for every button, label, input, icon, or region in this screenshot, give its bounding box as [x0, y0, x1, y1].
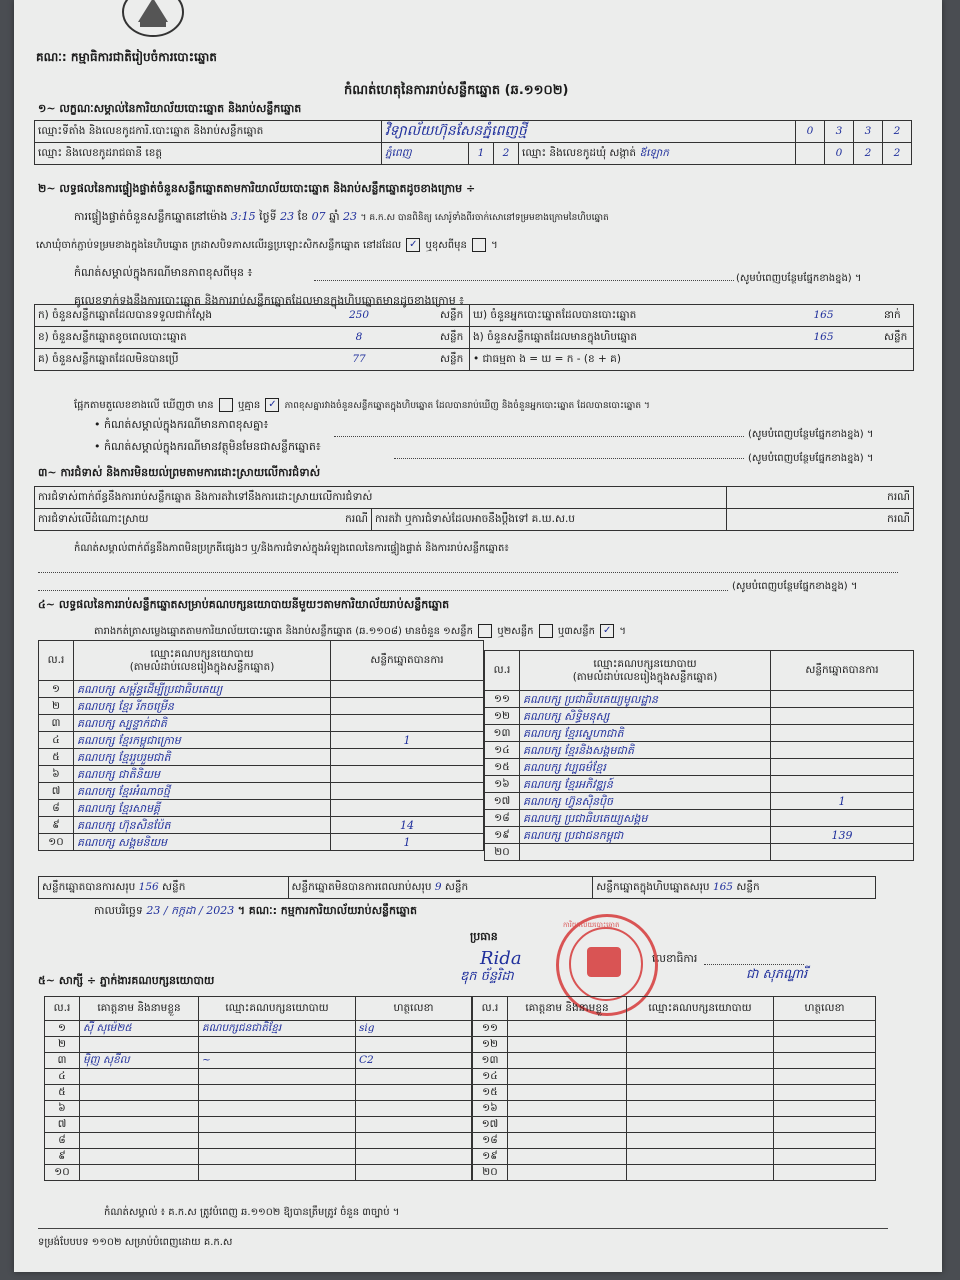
party-row — [485, 708, 914, 725]
witness-signature — [774, 1165, 876, 1181]
party-votes — [771, 742, 914, 759]
witness-party — [627, 1133, 774, 1149]
witness-name — [80, 1149, 199, 1165]
witness-row — [45, 1053, 472, 1069]
row-number: ២ — [45, 1037, 80, 1053]
party-name: គណបក្ស ខ្មែរសាមគ្គី — [74, 800, 331, 817]
chair-label: ប្រធាន — [470, 930, 498, 943]
witness-name — [508, 1021, 627, 1037]
document-page: គណៈ: កម្មាធិការជាតិរៀបចំការបោះឆ្នោត កំណត់ហេតុនៃការរាប់សន្លឹកឆ្នោត (ឆ.១១០២) ១~ លក្ខណៈសម្គាល់នៃការិយាល័យបោះឆ្នោត និងរាប់សន្លឹកឆ្នោត ឈ្មោះទីតាំង និងលេខកូដការិ.បោះឆ្នោត និងរាប់សន្លឹកឆ្នោត វិទ្យាល័យហ៊ុនសែនភ្នំពេញថ្មី 0 3 3 2 ឈ្មោះ និងលេខកូដរាជធានី ខេត្ត ភ្នំពេញ 1 2 ឈ្មោះ និងលេខកូដឃុំ សង្កាត់ ឪឡោក 0 2 2 ២~ លទ្ធផលនៃការផ្ទៀងផ្ទាត់ចំនួនសន្លឹកឆ្នោតតាមការិយាល័យបោះឆ្នោត និងរាប់សន្លឹកឆ្នោតដូចខាងក្រោម ÷ ការផ្ទៀងផ្ទាត់ចំនួនសន្លឹកឆ្នោតនៅម៉ោង 3:15 ថ្ងៃទី 23 ខែ 07 ឆ្នាំ 23 ។ គ.ក.ស បានពិនិត្យ សោរ៉ូទាំងពីរចាក់សោនៅទម្រមខាងក្រោមនៃហិបឆ្នោត សោឃុំចាក់ភ្ជាប់ទម្រមខាងក្នុងនៃហិបឆ្នោត ក្រដាសបិទភាសលើរន្ធប្រឡោះសិកសន្លឹកឆ្នោត នៅដដែល ✓ ឬខុសពីមុន ។ កំណត់សម្គាល់ក្នុងករណីមានភាពខុសពីមុន ៖ (សូមបំពេញបន្ថែមផ្នែកខាងខ្នង) ។ គូលេខទាក់ទងនឹងការបោះឆ្នោត និងការរាប់សន្លឹកឆ្នោតដែលមានក្នុងហិបឆ្នោតមានដូចខាងក្រោម ៖ ក) ចំនួនសន្លឹកឆ្នោតដែលបានទទួលជាក់ស្ដែង 250 សន្លឹក ឃ) ចំនួនអ្នកបោះឆ្នោតដែលបានបោះឆ្នោត 165 នាក់ ខ) ចំនួនសន្លឹកឆ្នោតខូចពេលបោះឆ្នោត 8 សន្លឹក ង) ចំនួនសន្លឹកឆ្នោតដែលមានក្នុងហិបឆ្នោត 165 សន្លឹក គ) ចំនួនសន្លឹកឆ្នោតដែលមិនបានប្រើ 77 សន្លឹក • ជាធម្មតា ង = ឃ = ក - (ខ + គ) ផ្អែកតាមតួលេខខាងលើ ឃើញថា មាន ឬគ្មាន ✓ ភាពខុសគ្នារវាងចំនួនសន្លឹកឆ្នោតក្នុងហិបឆ្នោត ដែលបានរាប់ឃើញ និងចំនួនអ្នកបោះឆ្នោត ដែលបានបោះឆ្នោត ។ • កំណត់សម្គាល់ក្នុងករណីមានភាពខុសគ្នា៖ (សូមបំពេញបន្ថែមផ្នែកខាងខ្នង) ។ • កំណត់សម្គាល់ក្នុងករណីមានវត្ថុមិនមែនជាសន្លឹកឆ្នោត៖ (សូមបំពេញបន្ថែមផ្នែកខាងខ្នង) ។ ៣~ ការជំទាស់ និងការមិនយល់ព្រមតាមការដោះស្រាយលើការជំទាស់ ការជំទាស់ពាក់ព័ន្ធនឹងការរាប់សន្លឹកឆ្នោត និងការតវ៉ាទៅនឹងការដោះស្រាយលើការជំទាស់ ករណី ការជំទាស់លើដំណោះស្រាយ ករណី ការតវ៉ា ឬការជំទាស់ដែលអាចនឹងប្ដឹងទៅ គ.ឃ.ស.ប ករណី កំណត់សម្គាល់ពាក់ព័ន្ធនឹងភាពមិនប្រក្រតីផ្សេងៗ ឬ/និងការជំទាស់ក្នុងអំឡុងពេលនៃការផ្ទៀងផ្ទាត់ និងការរាប់សន្លឹកឆ្នោត៖ (សូមបំពេញបន្ថែមផ្នែកខាងខ្នង) ។ ៤~ លទ្ធផលនៃការរាប់សន្លឹកឆ្នោតសម្រាប់គណបក្សនយោបាយនីមួយៗតាមការិយាល័យរាប់សន្លឹកឆ្នោត តារាងកត់ត្រាសម្លេងឆ្នោតតាមការិយាល័យបោះឆ្នោត និងរាប់សន្លឹកឆ្នោត (ឆ.១១០៨) មានចំនួន ១សន្លឹក ឬ២សន្លឹក ឬ៣សន្លឹក ✓ ។ ល.រ ឈ្មោះគណបក្សនយោបាយ (តាមលំដាប់លេខរៀងក្នុងសន្លឹកឆ្នោត) សន្លឹកឆ្នោតបានការ ១ គណបក្ស សម្ព័ន្ធដើម្បីប្រជាធិបតេយ្យ ២ គណបក្ស ខ្មែរ រីកចម្រើន ៣ គណបក្ស ស្បន្ទាក់ជាតិ ៤ គណបក្ស ខ្មែរកម្ពុជាក្រោម 1 ៥ គណបក្ស ខ្មែររួបរួមជាតិ ៦ គណបក្ស ជាតិនិយម ៧ គណបក្ស ខ្មែរអំណាចថ្មី ៨ គណបក្ស ខ្មែរសាមគ្គី ៩ គណបក្ស ហ៊ុនសិនប៉ែត 14 ១០ គណបក្ស សង្គមនិយម 1 ល.រ ឈ្មោះគណបក្សនយោបាយ (តាមលំដាប់លេខរៀងក្នុងសន្លឹកឆ្នោត) សន្លឹកឆ្នោតបានការ ១១ គណបក្ស ប្រជាធិបតេយ្យមូលដ្ឋាន ១២ គណបក្ស សិទ្ធិមនុស្ស ១៣ គណបក្ស ខ្មែរស្នេហាជាតិ ១៤ គណបក្ស ខ្មែរនិងសង្គមជាតិ ១៥ គណបក្ស វប្បធម៌ខ្មែរ ១៦ គណបក្ស ខ្មែរអភិវឌ្ឍន៍ ១៧ គណបក្ស ហ៊្វុនស៊ិនប៉ិច 1 ១៨ គណបក្ស ប្រជាធិបតេយ្យសង្គម ១៩ គណបក្ស ប្រជាជនកម្ពុជា 139 ២០ សន្លឹកឆ្នោតបានការសរុប 156 សន្លឹក សន្លឹកឆ្នោតមិនបានការពេលរាប់សរុប 9 សន្លឹក សន្លឹកឆ្នោតក្នុងហិបឆ្នោតសរុប 165 សន្លឹក កាលបរិច្ឆេទ 23 / កក្កដា / 2023 ។ គណៈ: កម្មការការិយាល័យរាប់សន្លឹកឆ្នោត ប្រធាន Rida ឌុក ច័ន្ទរិដា លេខាធិការ ជា សុភណ្ឌារី ការិយាល័យបោះឆ្នោត ៥~ សាក្សី ÷ ភ្នាក់ងារគណបក្សនយោបាយ ល.រ គោត្តនាម និងនាមខ្លួន ឈ្មោះគណបក្សនយោបាយ ហត្ថលេខា ១ ស៊ី សុម៉េ២៥ គណបក្សជនជាតិខ្មែរ sig ២ ៣ ម៉ិញ សុខីល ~ C2 ៤ ៥ ៦ ៧ ៨ ៩ ១០ ល.រ គោត្តនាម និងនាមខ្លួន ឈ្មោះគណបក្សនយោបាយ ហត្ថលេខា ១១ ១២ ១៣ ១៤ ១៥ ១៦ ១៧ ១៨ ១៩ ២០ កំណត់សម្គាល់ ៖ គ.ក.ស ត្រូវបំពេញ ឆ.១១០២ ឱ្យបានត្រឹមត្រូវ ចំនួន ៣ច្បាប់ ។ ទម្រង់បែបបទ ១១០២ សម្រាប់បំពេញដោយ គ.ក.ស — [14, 0, 942, 1272]
row-number: ១១ — [485, 691, 520, 708]
form-footer: ទម្រង់បែបបទ ១១០២ សម្រាប់បំពេញដោយ គ.ក.ស — [38, 1237, 233, 1248]
row-number: ១ — [39, 681, 74, 698]
row-number: ១៦ — [473, 1101, 508, 1117]
box-total-value: 165 — [712, 881, 733, 893]
party-name — [520, 844, 771, 861]
spoiled-value: 8 — [281, 327, 437, 349]
witness-name — [80, 1117, 199, 1133]
row-number: ២០ — [485, 844, 520, 861]
province-code: 2 — [494, 143, 519, 165]
commune-code: 2 — [854, 143, 883, 165]
witness-party — [199, 1133, 356, 1149]
date-line: កាលបរិច្ឆេទ 23 / កក្កដា / 2023 ។ គណៈ: កម្មការការិយាល័យរាប់សន្លឹកឆ្នោត — [94, 904, 417, 917]
party-name: គណបក្ស ប្រជាធិបតេយ្យមូលដ្ឋាន — [520, 691, 771, 708]
party-row — [485, 827, 914, 844]
party-name: គណបក្ស វប្បធម៌ខ្មែរ — [520, 759, 771, 776]
unused-value: 77 — [281, 349, 437, 371]
party-votes — [771, 844, 914, 861]
two-sheet-checkbox[interactable] — [539, 624, 553, 638]
witness-signature — [774, 1053, 876, 1069]
row-number: ១៥ — [473, 1085, 508, 1101]
witness-name: ស៊ី សុម៉េ២៥ — [80, 1021, 199, 1037]
witness-party — [627, 1101, 774, 1117]
party-name: គណបក្ស ខ្មែរអំណាចថ្មី — [74, 783, 331, 800]
witness-table-left: ល.រ គោត្តនាម និងនាមខ្លួន ឈ្មោះគណបក្សនយោបាយ ហត្ថលេខា ១ ស៊ី សុម៉េ២៥ គណបក្សជនជាតិខ្មែរ sig ២ ៣ ម៉ិញ សុខីល ~ C2 ៤ ៥ ៦ ៧ ៨ ៩ ១០ — [44, 996, 472, 1181]
witness-row — [473, 1069, 876, 1085]
received-label: ក) ចំនួនសន្លឹកឆ្នោតដែលបានទទួលជាក់ស្ដែង — [35, 305, 282, 327]
party-votes: 1 — [331, 732, 484, 749]
spoiled-label: ខ) ចំនួនសន្លឹកឆ្នោតខូចពេលបោះឆ្នោត — [35, 327, 282, 349]
witness-row — [45, 1037, 472, 1053]
org-name: គណៈ: កម្មាធិការជាតិរៀបចំការបោះឆ្នោត — [36, 50, 217, 64]
party-votes — [331, 800, 484, 817]
witness-name — [508, 1053, 627, 1069]
province-label: ឈ្មោះ និងលេខកូដរាជធានី ខេត្ត — [35, 143, 382, 165]
witness-signature — [356, 1149, 472, 1165]
emblem-logo — [120, 0, 186, 40]
witness-row — [45, 1133, 472, 1149]
witness-row — [473, 1165, 876, 1181]
section-1-table — [34, 120, 912, 165]
commune-label: ឈ្មោះ និងលេខកូដឃុំ សង្កាត់ — [522, 147, 637, 159]
party-results-right: ល.រ ឈ្មោះគណបក្សនយោបាយ (តាមលំដាប់លេខរៀងក្នុងសន្លឹកឆ្នោត) សន្លឹកឆ្នោតបានការ ១១ គណបក្ស ប្រជាធិបតេយ្យមូលដ្ឋាន ១២ គណបក្ស សិទ្ធិមនុស្ស ១៣ គណបក្ស ខ្មែរស្នេហាជាតិ ១៤ គណបក្ស ខ្មែរនិងសង្គមជាតិ ១៥ គណបក្ស វប្បធម៌ខ្មែរ ១៦ គណបក្ស ខ្មែរអភិវឌ្ឍន៍ ១៧ គណបក្ស ហ៊្វុនស៊ិនប៉ិច 1 ១៨ គណបក្ស ប្រជាធិបតេយ្យសង្គម ១៩ គណបក្ស ប្រជាជនកម្ពុជា 139 ២០ — [484, 650, 914, 861]
witness-signature — [356, 1101, 472, 1117]
witness-party — [199, 1069, 356, 1085]
party-votes — [771, 708, 914, 725]
witness-name — [508, 1117, 627, 1133]
section-5-title: ៥~ សាក្សី ÷ ភ្នាក់ងារគណបក្សនយោបាយ — [38, 974, 215, 987]
ballot-counts-table: ក) ចំនួនសន្លឹកឆ្នោតដែលបានទទួលជាក់ស្ដែង 250 សន្លឹក ឃ) ចំនួនអ្នកបោះឆ្នោតដែលបានបោះឆ្នោត 165 នាក់ ខ) ចំនួនសន្លឹកឆ្នោតខូចពេលបោះឆ្នោត 8 សន្លឹក ង) ចំនួនសន្លឹកឆ្នោតដែលមានក្នុងហិបឆ្នោត 165 សន្លឹក គ) ចំនួនសន្លឹកឆ្នោតដែលមិនបានប្រើ 77 សន្លឹក • ជាធម្មតា ង = ឃ = ក - (ខ + គ) — [34, 304, 914, 371]
no-discrepancy-checkbox[interactable]: ✓ — [265, 398, 279, 412]
section-1-title: ១~ លក្ខណៈសម្គាល់នៃការិយាល័យបោះឆ្នោត និងរាប់សន្លឹកឆ្នោត — [38, 102, 302, 115]
objection-resolution-label: ការជំទាស់លើដំណោះស្រាយ — [38, 513, 149, 525]
objections-table: ការជំទាស់ពាក់ព័ន្ធនឹងការរាប់សន្លឹកឆ្នោត និងការតវ៉ាទៅនឹងការដោះស្រាយលើការជំទាស់ ករណី ការជំទាស់លើដំណោះស្រាយ ករណី ការតវ៉ា ឬការជំទាស់ដែលអាចនឹងប្ដឹងទៅ គ.ឃ.ស.ប ករណី — [34, 486, 914, 531]
witness-name — [508, 1133, 627, 1149]
party-votes — [331, 715, 484, 732]
verification-time: 3:15 — [230, 210, 256, 223]
witness-name — [80, 1133, 199, 1149]
witness-signature — [774, 1133, 876, 1149]
chair-signature: Rida — [480, 948, 522, 969]
row-number: ១៦ — [485, 776, 520, 793]
witness-party — [199, 1085, 356, 1101]
code-digit: 3 — [825, 121, 854, 143]
party-votes — [771, 691, 914, 708]
witness-name — [80, 1037, 199, 1053]
code-digit: 0 — [796, 121, 825, 143]
party-name: គណបក្ស ស្បន្ទាក់ជាតិ — [74, 715, 331, 732]
witness-signature — [356, 1037, 472, 1053]
witness-party — [627, 1149, 774, 1165]
party-row — [39, 783, 484, 800]
verification-line-1: ការផ្ទៀងផ្ទាត់ចំនួនសន្លឹកឆ្នោតនៅម៉ោង 3:15 ថ្ងៃទី 23 ខែ 07 ឆ្នាំ 23 ។ គ.ក.ស បានពិនិត្យ សោរ៉ូទាំងពីរចាក់សោនៅទម្រមខាងក្រោមនៃហិបឆ្នោត — [74, 210, 609, 223]
party-votes — [331, 681, 484, 698]
witness-party: ~ — [199, 1053, 356, 1069]
witness-party — [627, 1085, 774, 1101]
formula: • ជាធម្មតា ង = ឃ = ក - (ខ + គ) — [470, 349, 914, 371]
row-number: ១ — [45, 1021, 80, 1037]
tally-sheets-line: តារាងកត់ត្រាសម្លេងឆ្នោតតាមការិយាល័យបោះឆ្នោត និងរាប់សន្លឹកឆ្នោត (ឆ.១១០៨) មានចំនួន ១សន្លឹក ឬ២សន្លឹក ឬ៣សន្លឹក ✓ ។ — [94, 625, 626, 637]
party-name: គណបក្ស ខ្មែររួបរួមជាតិ — [74, 749, 331, 766]
has-discrepancy-checkbox[interactable] — [219, 398, 233, 412]
witness-signature — [774, 1149, 876, 1165]
row-number: ១៨ — [473, 1133, 508, 1149]
party-row — [485, 759, 914, 776]
objection-label: ការជំទាស់ពាក់ព័ន្ធនឹងការរាប់សន្លឹកឆ្នោត និងការតវ៉ាទៅនឹងការដោះស្រាយលើការជំទាស់ — [35, 487, 727, 509]
witness-party — [199, 1149, 356, 1165]
row-number: ៩ — [45, 1149, 80, 1165]
party-name: គណបក្ស ខ្មែរ រីកចម្រើន — [74, 698, 331, 715]
witness-signature — [356, 1117, 472, 1133]
party-row — [39, 766, 484, 783]
row-number: ១៧ — [485, 793, 520, 810]
witness-signature — [356, 1085, 472, 1101]
witness-row — [45, 1021, 472, 1037]
witness-party — [199, 1165, 356, 1181]
witness-row — [473, 1021, 876, 1037]
witness-name — [508, 1149, 627, 1165]
witness-name — [80, 1085, 199, 1101]
row-number: ១៥ — [485, 759, 520, 776]
commune-code: 0 — [825, 143, 854, 165]
witness-row — [45, 1149, 472, 1165]
witness-party — [627, 1165, 774, 1181]
party-row — [39, 732, 484, 749]
row-number: ២០ — [473, 1165, 508, 1181]
counts-intro: គូលេខទាក់ទងនឹងការបោះឆ្នោត និងការរាប់សន្លឹកឆ្នោតដែលមានក្នុងហិបឆ្នោតមានដូចខាងក្រោម ៖ — [74, 294, 465, 307]
party-votes: 1 — [331, 834, 484, 851]
in-box-label: ង) ចំនួនសន្លឹកឆ្នោតដែលមានក្នុងហិបឆ្នោត — [470, 327, 767, 349]
witness-party — [627, 1037, 774, 1053]
party-name: គណបក្ស ខ្មែរកម្ពុជាក្រោម — [74, 732, 331, 749]
party-name: គណបក្ស ហ៊្វុនស៊ិនប៉ិច — [520, 793, 771, 810]
row-number: ៧ — [45, 1117, 80, 1133]
row-number: ៥ — [39, 749, 74, 766]
witness-name — [508, 1069, 627, 1085]
province-value: ភ្នំពេញ — [382, 143, 469, 165]
row-number: ១២ — [473, 1037, 508, 1053]
row-number: ១៤ — [473, 1069, 508, 1085]
party-name: គណបក្ស ប្រជាជនកម្ពុជា — [520, 827, 771, 844]
witness-party — [627, 1117, 774, 1133]
party-votes — [331, 783, 484, 800]
official-seal: ការិយាល័យបោះឆ្នោត — [556, 914, 658, 1016]
verification-line-2: សោឃុំចាក់ភ្ជាប់ទម្រមខាងក្នុងនៃហិបឆ្នោត ក្រដាសបិទភាសលើរន្ធប្រឡោះសិកសន្លឹកឆ្នោត នៅដដែល ✓ ឬខុសពីមុន ។ — [36, 239, 498, 251]
party-votes — [771, 810, 914, 827]
party-votes — [331, 766, 484, 783]
party-row — [39, 800, 484, 817]
verification-month: 07 — [311, 210, 326, 223]
valid-total-label: សន្លឹកឆ្នោតបានការសរុប — [42, 881, 136, 893]
row-number: ២ — [39, 698, 74, 715]
party-row — [485, 725, 914, 742]
witness-table-right: ល.រ គោត្តនាម និងនាមខ្លួន ឈ្មោះគណបក្សនយោបាយ ហត្ថលេខា ១១ ១២ ១៣ ១៤ ១៥ ១៦ ១៧ ១៨ ១៩ ២០ — [472, 996, 876, 1181]
verification-day: 23 — [280, 210, 295, 223]
received-value: 250 — [281, 305, 437, 327]
party-row — [39, 834, 484, 851]
date-value: 23 / កក្កដា / 2023 — [146, 904, 235, 917]
witness-party — [199, 1101, 356, 1117]
party-row — [39, 698, 484, 715]
one-sheet-checkbox[interactable] — [478, 624, 492, 638]
row-number: ១០ — [45, 1165, 80, 1181]
row-number: ៨ — [39, 800, 74, 817]
party-votes — [771, 776, 914, 793]
form-title: កំណត់ហេតុនៃការរាប់សន្លឹកឆ្នោត (ឆ.១១០២) — [344, 83, 569, 98]
party-votes: 139 — [771, 827, 914, 844]
party-votes — [331, 698, 484, 715]
witness-row — [473, 1101, 876, 1117]
witness-row — [473, 1085, 876, 1101]
party-votes: 1 — [771, 793, 914, 810]
footer-note: កំណត់សម្គាល់ ៖ គ.ក.ស ត្រូវបំពេញ ឆ.១១០២ ឱ្យបានត្រឹមត្រូវ ចំនួន ៣ច្បាប់ ។ — [104, 1207, 400, 1218]
row-number: ១២ — [485, 708, 520, 725]
three-sheet-checkbox[interactable]: ✓ — [600, 624, 614, 638]
witness-row — [473, 1053, 876, 1069]
witness-party: គណបក្សជនជាតិខ្មែរ — [199, 1021, 356, 1037]
witness-name — [508, 1101, 627, 1117]
secretary-name: ជា សុភណ្ឌារី — [746, 967, 808, 982]
chair-name: ឌុក ច័ន្ទរិដា — [460, 969, 514, 984]
witness-signature: C2 — [356, 1053, 472, 1069]
witness-party — [627, 1053, 774, 1069]
party-results-left: ល.រ ឈ្មោះគណបក្សនយោបាយ (តាមលំដាប់លេខរៀងក្នុងសន្លឹកឆ្នោត) សន្លឹកឆ្នោតបានការ ១ គណបក្ស សម្ព័ន្ធដើម្បីប្រជាធិបតេយ្យ ២ គណបក្ស ខ្មែរ រីកចម្រើន ៣ គណបក្ស ស្បន្ទាក់ជាតិ ៤ គណបក្ស ខ្មែរកម្ពុជាក្រោម 1 ៥ គណបក្ស ខ្មែររួបរួមជាតិ ៦ គណបក្ស ជាតិនិយម ៧ គណបក្ស ខ្មែរអំណាចថ្មី ៨ គណបក្ស ខ្មែរសាមគ្គី ៩ គណបក្ស ហ៊ុនសិនប៉ែត 14 ១០ គណបក្ស សង្គមនិយម 1 — [38, 640, 484, 851]
party-name: គណបក្ស សម្ព័ន្ធដើម្បីប្រជាធិបតេយ្យ — [74, 681, 331, 698]
foreign-objects-bullet: • កំណត់សម្គាល់ក្នុងករណីមានវត្ថុមិនមែនជាសន្លឹកឆ្នោត៖ — [94, 440, 321, 453]
fill-hint: (សូមបំពេញបន្ថែមផ្នែកខាងខ្នង) ។ — [736, 273, 862, 284]
discrepancy-line: ផ្អែកតាមតួលេខខាងលើ ឃើញថា មាន ឬគ្មាន ✓ ភាពខុសគ្នារវាងចំនួនសន្លឹកឆ្នោតក្នុងហិបឆ្នោត ដែលបានរាប់ឃើញ និងចំនួនអ្នកបោះឆ្នោត ដែលបានបោះឆ្នោត ។ — [74, 399, 650, 411]
totals-row: សន្លឹកឆ្នោតបានការសរុប 156 សន្លឹក សន្លឹកឆ្នោតមិនបានការពេលរាប់សរុប 9 សន្លឹក សន្លឹកឆ្នោតក្នុងហិបឆ្នោតសរុប 165 សន្លឹក — [38, 876, 876, 899]
witness-name — [508, 1165, 627, 1181]
voters-value: 165 — [766, 305, 881, 327]
witness-name — [508, 1085, 627, 1101]
fill-line — [314, 280, 734, 281]
invalid-total-value: 9 — [434, 881, 442, 893]
witness-row — [473, 1117, 876, 1133]
witness-signature — [356, 1165, 472, 1181]
party-row — [39, 681, 484, 698]
voters-label: ឃ) ចំនួនអ្នកបោះឆ្នោតដែលបានបោះឆ្នោត — [470, 305, 767, 327]
in-box-value: 165 — [766, 327, 881, 349]
location-label: ឈ្មោះទីតាំង និងលេខកូដការិ.បោះឆ្នោត និងរាប់សន្លឹកឆ្នោត — [35, 121, 382, 143]
row-number: ១៩ — [473, 1149, 508, 1165]
witness-signature: sig — [356, 1021, 472, 1037]
row-number: ៦ — [39, 766, 74, 783]
row-number: ៧ — [39, 783, 74, 800]
party-name: គណបក្ស ខ្មែរនិងសង្គមជាតិ — [520, 742, 771, 759]
witness-row — [45, 1101, 472, 1117]
witness-row — [45, 1165, 472, 1181]
row-number: ១៨ — [485, 810, 520, 827]
row-number: ១៤ — [485, 742, 520, 759]
commune-code: 2 — [883, 143, 912, 165]
witness-name — [80, 1101, 199, 1117]
witness-signature — [774, 1101, 876, 1117]
party-row — [485, 844, 914, 861]
appeal-label: ការតវ៉ា ឬការជំទាស់ដែលអាចនឹងប្ដឹងទៅ គ.ឃ.ស.ប — [372, 509, 727, 531]
witness-row — [45, 1069, 472, 1085]
row-number: ៤ — [45, 1069, 80, 1085]
party-name: គណបក្ស សង្គមនិយម — [74, 834, 331, 851]
location-value: វិទ្យាល័យហ៊ុនសែនភ្នំពេញថ្មី — [382, 121, 796, 143]
witness-signature — [774, 1037, 876, 1053]
unchanged-checkbox[interactable]: ✓ — [406, 238, 420, 252]
commune-value: ឪឡោក — [639, 147, 669, 159]
secretary-label: លេខាធិការ — [652, 952, 698, 965]
party-row — [39, 749, 484, 766]
irregularity-note: កំណត់សម្គាល់ពាក់ព័ន្ធនឹងភាពមិនប្រក្រតីផ្សេងៗ ឬ/និងការជំទាស់ក្នុងអំឡុងពេលនៃការផ្ទៀងផ្ទាត់ និងការរាប់សន្លឹកឆ្នោត៖ — [74, 543, 509, 554]
party-row — [485, 810, 914, 827]
row-number: ១៣ — [485, 725, 520, 742]
party-votes — [771, 759, 914, 776]
witness-party — [627, 1021, 774, 1037]
unused-label: គ) ចំនួនសន្លឹកឆ្នោតដែលមិនបានប្រើ — [35, 349, 282, 371]
row-number: ១៩ — [485, 827, 520, 844]
witness-row — [45, 1085, 472, 1101]
section-2-title: ២~ លទ្ធផលនៃការផ្ទៀងផ្ទាត់ចំនួនសន្លឹកឆ្នោតតាមការិយាល័យបោះឆ្នោត និងរាប់សន្លឹកឆ្នោតដូចខាងក្រោម ÷ — [38, 182, 476, 195]
box-total-label: សន្លឹកឆ្នោតក្នុងហិបឆ្នោតសរុប — [596, 881, 710, 893]
witness-party — [199, 1117, 356, 1133]
row-number: ៦ — [45, 1101, 80, 1117]
party-name: គណបក្ស ជាតិនិយម — [74, 766, 331, 783]
witness-name — [80, 1069, 199, 1085]
party-votes — [331, 749, 484, 766]
witness-row — [45, 1117, 472, 1133]
row-number: ៥ — [45, 1085, 80, 1101]
party-row — [485, 776, 914, 793]
witness-signature — [356, 1069, 472, 1085]
party-name: គណបក្ស ខ្មែរស្នេហាជាតិ — [520, 725, 771, 742]
row-number: ៣ — [39, 715, 74, 732]
section-3-title: ៣~ ការជំទាស់ និងការមិនយល់ព្រមតាមការដោះស្រាយលើការជំទាស់ — [38, 466, 321, 479]
witness-party — [627, 1069, 774, 1085]
witness-row — [473, 1133, 876, 1149]
changed-checkbox[interactable] — [472, 238, 486, 252]
row-number: ១៧ — [473, 1117, 508, 1133]
row-number: ៨ — [45, 1133, 80, 1149]
witness-signature — [774, 1069, 876, 1085]
witness-name — [80, 1165, 199, 1181]
party-name: គណបក្ស ខ្មែរអភិវឌ្ឍន៍ — [520, 776, 771, 793]
row-number: ៣ — [45, 1053, 80, 1069]
party-votes — [771, 725, 914, 742]
difference-note: កំណត់សម្គាល់ក្នុងករណីមានភាពខុសពីមុន ៖ — [74, 266, 253, 279]
code-digit: 2 — [883, 121, 912, 143]
party-name: គណបក្ស ប្រជាធិបតេយ្យសង្គម — [520, 810, 771, 827]
verification-year: 23 — [343, 210, 358, 223]
invalid-total-label: សន្លឹកឆ្នោតមិនបានការពេលរាប់សរុប — [291, 881, 432, 893]
party-row — [39, 715, 484, 732]
row-number: ១១ — [473, 1021, 508, 1037]
witness-name: ម៉ិញ សុខីល — [80, 1053, 199, 1069]
party-row — [485, 793, 914, 810]
row-number: ៤ — [39, 732, 74, 749]
witness-row — [473, 1149, 876, 1165]
row-number: ៩ — [39, 817, 74, 834]
row-number: ១៣ — [473, 1053, 508, 1069]
party-row — [485, 691, 914, 708]
section-4-title: ៤~ លទ្ធផលនៃការរាប់សន្លឹកឆ្នោតសម្រាប់គណបក្សនយោបាយនីមួយៗតាមការិយាល័យរាប់សន្លឹកឆ្នោត — [38, 598, 450, 611]
party-name: គណបក្ស សិទ្ធិមនុស្ស — [520, 708, 771, 725]
witness-signature — [774, 1021, 876, 1037]
row-number: ១០ — [39, 834, 74, 851]
witness-row — [473, 1037, 876, 1053]
party-votes: 14 — [331, 817, 484, 834]
witness-name — [508, 1037, 627, 1053]
valid-total-value: 156 — [138, 881, 159, 893]
party-row — [485, 742, 914, 759]
party-name: គណបក្ស ហ៊ុនសិនប៉ែត — [74, 817, 331, 834]
difference-bullet: • កំណត់សម្គាល់ក្នុងករណីមានភាពខុសគ្នា៖ — [94, 418, 269, 431]
province-code: 1 — [469, 143, 494, 165]
witness-signature — [774, 1085, 876, 1101]
witness-signature — [356, 1133, 472, 1149]
witness-signature — [774, 1117, 876, 1133]
party-row — [39, 817, 484, 834]
witness-party — [199, 1037, 356, 1053]
code-digit: 3 — [854, 121, 883, 143]
